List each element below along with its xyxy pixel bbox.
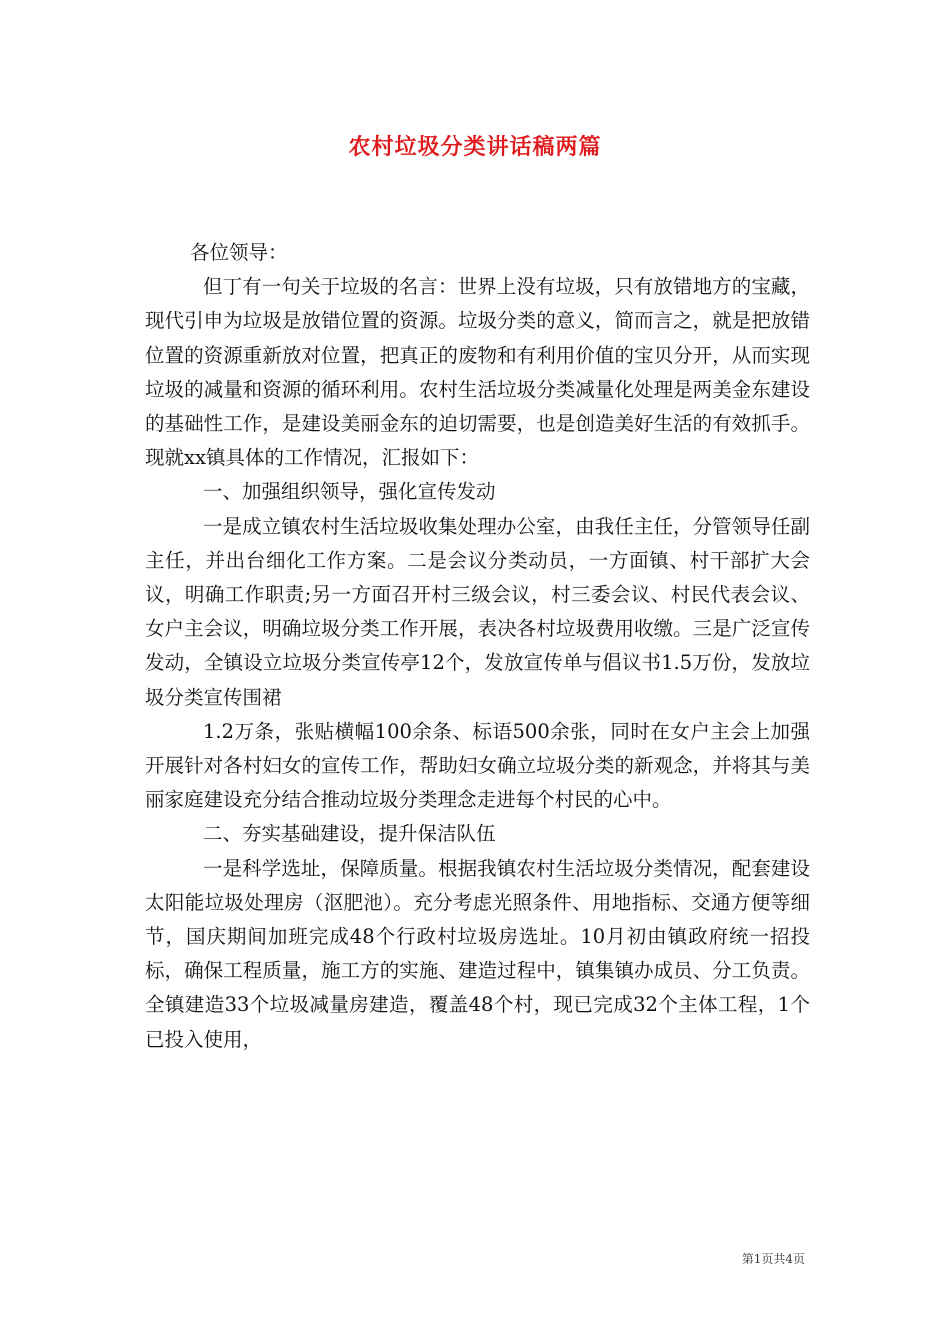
- page-number-footer: 第1页共4页: [741, 1252, 805, 1266]
- paragraph-section-1-continued: 1.2万条，张贴横幅100余条、标语500余张，同时在女户主会上加强开展针对各村妇女的宣传工作，帮助妇女确立垃圾分类的新观念，并将其与美丽家庭建设充分结合推动垃圾分类理念走进每个村民的心中。: [145, 719, 810, 812]
- document-body: [145, 236, 810, 1057]
- document-title: 农村垃圾分类讲话稿两篇: [348, 134, 602, 160]
- paragraph-section-2: 一是科学选址，保障质量。根据我镇农村生活垃圾分类情况，配套建设太阳能垃圾处理房（沤肥池）。充分考虑光照条件、用地指标、交通方便等细节，国庆期间加班完成48个行政村垃圾房选址。10月初由镇政府统一招投标，确保工程质量，施工方的实施、建造过程中，镇集镇办成员、分工负责。全镇建造33个垃圾减量房建造，覆盖48个村，现已完成32个主体工程，1个已投入使用，: [145, 856, 810, 1051]
- paragraph-intro: 但丁有一句关于垃圾的名言：世界上没有垃圾，只有放错地方的宝藏，现代引申为垃圾是放错位置的资源。垃圾分类的意义，简而言之，就是把放错位置的资源重新放对位置，把真正的废物和有利用价值的宝贝分开，从而实现垃圾的减量和资源的循环利用。农村生活垃圾分类减量化处理是两美金东建设的基础性工作，是建设美丽金东的迫切需要，也是创造美好生活的有效抓手。现就xx镇具体的工作情况，汇报如下：: [145, 275, 810, 470]
- section-heading-1: 一、加强组织领导，强化宣传发动: [203, 480, 496, 504]
- section-heading-2: 二、夯实基础建设，提升保洁队伍: [203, 822, 496, 846]
- paragraph-section-1: 一是成立镇农村生活垃圾收集处理办公室，由我任主任，分管领导任副主任，并出台细化工作方案。二是会议分类动员，一方面镇、村干部扩大会议，明确工作职责;另一方面召开村三级会议，村三委会议、村民代表会议、女户主会议，明确垃圾分类工作开展，表决各村垃圾费用收缴。三是广泛宣传发动，全镇设立垃圾分类宣传亭12个，发放宣传单与倡议书1.5万份，发放垃圾分类宣传围裙: [145, 514, 810, 709]
- salutation: 各位领导：: [190, 241, 288, 264]
